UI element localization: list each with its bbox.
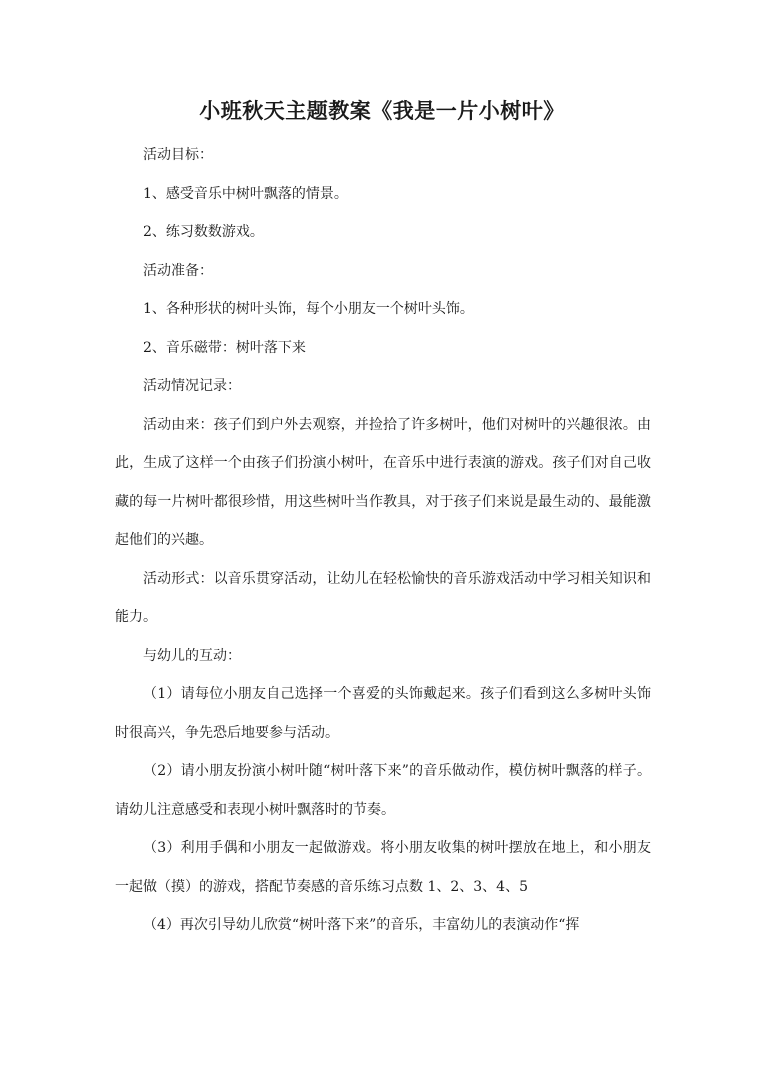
paragraph-interaction-1: （1）请每位小朋友自己选择一个喜爱的头饰戴起来。孩子们看到这么多树叶头饰时很高兴，争先恐后地要参与活动。 — [115, 686, 651, 741]
paragraph-preparation-2: 2、音乐磁带：树叶落下来 — [143, 339, 306, 356]
paragraph-goals-heading: 活动目标： — [143, 147, 213, 163]
paragraph-goal-1: 1、感受音乐中树叶飘落的情景。 — [143, 185, 348, 202]
paragraph-interaction-3: （3）利用手偶和小朋友一起做游戏。将小朋友收集的树叶摆放在地上，和小朋友一起做（摸）的游戏，搭配节奏感的音乐练习点数 1、2、3、4、5 — [115, 840, 651, 895]
paragraph-preparation-1: 1、各种形状的树叶头饰，每个小朋友一个树叶头饰。 — [143, 301, 474, 317]
paragraph-preparation-heading: 活动准备： — [143, 262, 213, 279]
paragraph-interaction-2: （2）请小朋友扮演小树叶随“树叶落下来”的音乐做动作，模仿树叶飘落的样子。请幼儿注意感受和表现小树叶飘落时的节奏。 — [115, 763, 651, 818]
paragraph-origin: 活动由来：孩子们到户外去观察，并捡拾了许多树叶，他们对树叶的兴趣很浓。由此，生成了这样一个由孩子们扮演小树叶，在音乐中进行表演的游戏。孩子们对自己收藏的每一片树叶都很珍惜，用这些树叶当作教具，对于孩子们来说是最生动的、最能激起他们的兴趣。 — [115, 416, 651, 548]
paragraph-record-heading: 活动情况记录： — [143, 378, 241, 394]
document-body — [115, 136, 651, 945]
document-title: 小班秋天主题教案《我是一片小树叶》 — [199, 98, 565, 123]
paragraph-goal-2: 2、练习数数游戏。 — [143, 224, 264, 240]
paragraph-format: 活动形式：以音乐贯穿活动，让幼儿在轻松愉快的音乐游戏活动中学习相关知识和能力。 — [115, 570, 651, 625]
paragraph-interaction-4: （4）再次引导幼儿欣赏“树叶落下来”的音乐，丰富幼儿的表演动作“挥 — [143, 917, 580, 933]
paragraph-interaction-heading: 与幼儿的互动： — [143, 647, 241, 664]
